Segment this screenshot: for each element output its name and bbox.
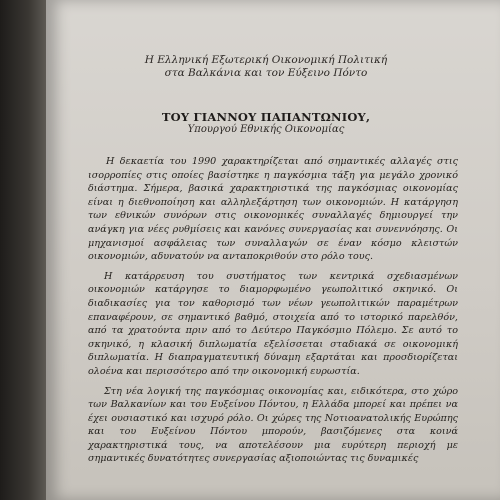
article-title bbox=[86, 54, 446, 80]
article-author: ΤΟΥ ΓΙΑΝΝΟΥ ΠΑΠΑΝΤΩΝΙΟΥ, bbox=[161, 110, 371, 124]
author-role: Υπουργού Εθνικής Οικονομίας bbox=[187, 124, 345, 135]
book-spine-shadow bbox=[0, 0, 52, 500]
article-body bbox=[88, 155, 458, 472]
paragraph-1: Η δεκαετία του 1990 χαρακτηρίζεται από σημαντικές αλλαγές στις ισορροπίες στις οποίες βασίστηκε η παγκόσμια τάξη για μεγάλο χρονικό διάστημα. Σήμερα, βασικά χαρακτηριστικά της παγκόσμιας οικονομίας είναι η διεθνοποίηση και αλληλεξάρτηση των οικονομιών. Η κατάργηση των εθνικών συνόρων στις οικονομικές συναλλαγές δημιουργεί την ανάγκη για νέες ρυθμίσεις και κανόνες συνεργασίας και συνεννόησης. Οι μηχανισμοί ασφάλειας των συναλλαγών σε έναν κόσμο κλειστών οικονομιών, αδυνατούν να ανταποκριθούν στο ρόλο τους. bbox=[88, 156, 458, 263]
paragraph-3: Στη νέα λογική της παγκόσμιας οικονομίας και, ειδικότερα, στο χώρο των Βαλκανίων και του Ευξείνου Πόντου, η Ελλάδα μπορεί και πρέπει να έχει ουσιαστικό και ισχυρό ρόλο. Οι χώρες της Νοτιοανατολικής Ευρώπης και του Ευξείνου Πόντου μπορούν, βασιζόμενες στα κοινά χαρακτηριστικά τους, να αποτελέσουν μια ευρύτερη περιοχή με σημαντικές δυνατότητες συνεργασίας αξιοποιώντας τις δυναμικές bbox=[88, 385, 458, 465]
article-title-line-2: στα Βαλκάνια και τον Εύξεινο Πόντο bbox=[164, 67, 368, 79]
paragraph-2: Η κατάρρευση του συστήματος των κεντρικά σχεδιασμένων οικονομιών κατάργησε το διαμορφωμένο γεωπολιτικό σκηνικό. Οι διαδικασίες για τον καθορισμό των νέων γεωπολιτικών παραμέτρων επαναφέρουν, σε σημαντικό βαθμό, στοιχεία από το ιστορικό παρελθόν, από τα χρατούντα πριν από το Δεύτερο Παγκόσμιο Πόλεμο. Σε αυτό το σκηνικό, η κλασική διπλωματία εξελίσσεται σταδιακά σε οικονομική διπλωματία. Η διαπραγματευτική δύναμη εξαρτάται και προσδιορίζεται ολοένα και περισσότερο από την οικονομική ευρωστία. bbox=[88, 270, 458, 377]
article-title-line-1: Η Ελληνική Εξωτερική Οικονομική Πολιτική bbox=[144, 54, 388, 66]
book-page bbox=[46, 0, 500, 500]
